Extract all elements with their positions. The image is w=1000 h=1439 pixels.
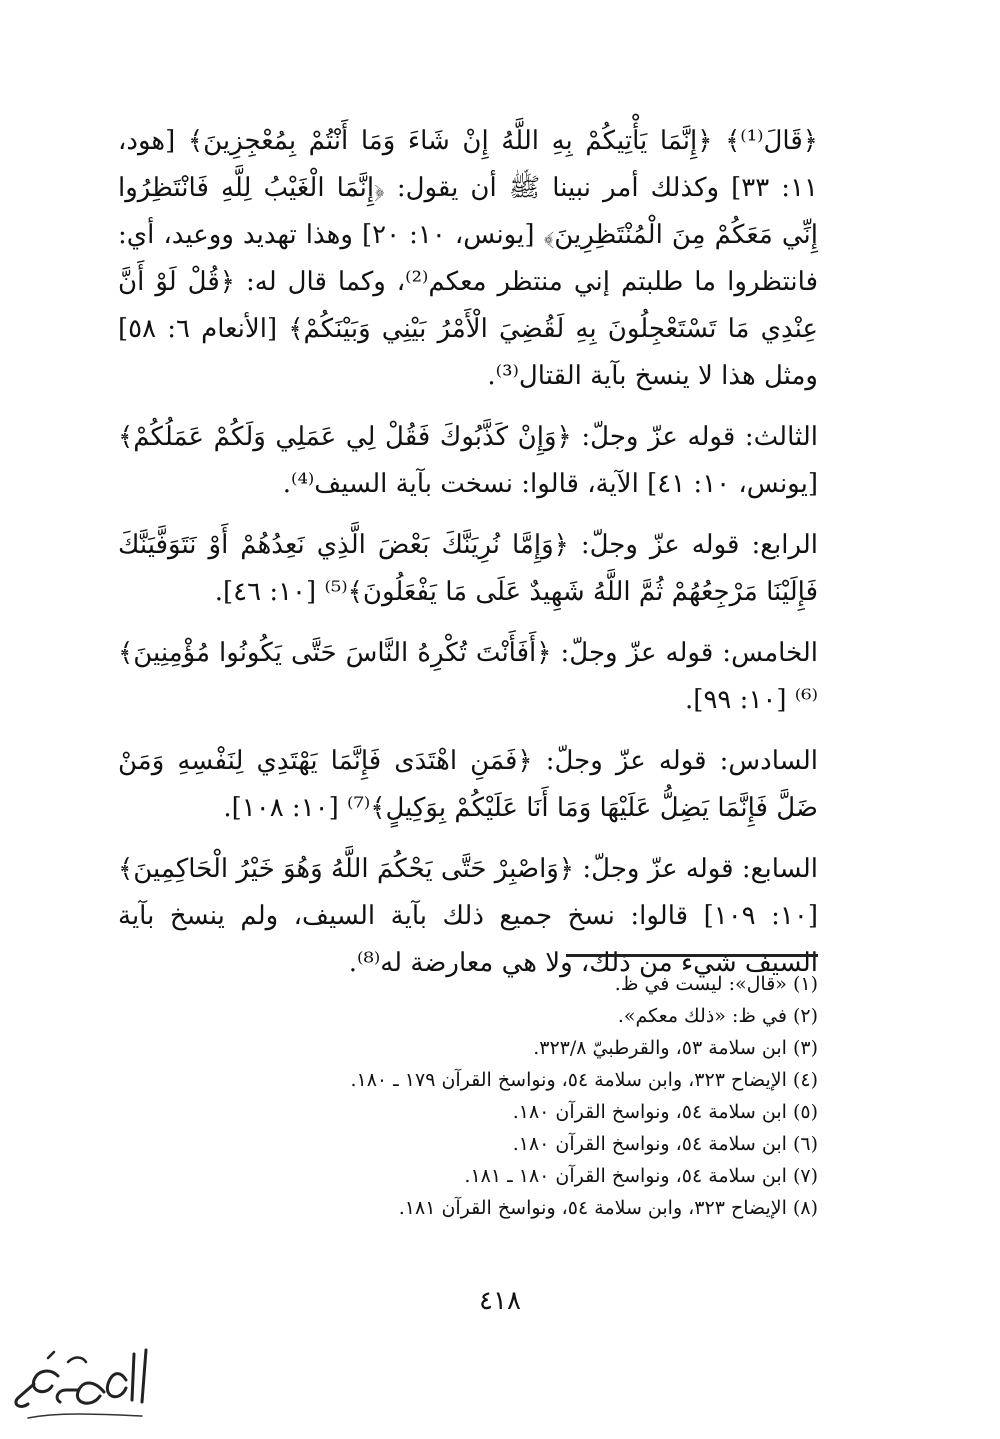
paragraph-fifth: الخامس: قوله عزّ وجلّ: ﴿أَفَأَنْتَ تُكْرِهُ النَّاسَ حَتَّى يَكُونُوا مُؤْمِنِينَ﴾⁽⁶⁾ [١٠: ٩٩]. — [118, 638, 818, 715]
footnote-5: (٥) ابن سلامة ٥٤، ونواسخ القرآن ١٨٠. — [512, 1101, 818, 1123]
footnote-6: (٦) ابن سلامة ٥٤، ونواسخ القرآن ١٨٠. — [512, 1133, 818, 1155]
paragraph-third: الثالث: قوله عزّ وجلّ: ﴿وَإِنْ كَذَّبُوكَ فَقُلْ لِي عَمَلِي وَلَكُمْ عَمَلُكُمْ﴾ [يونس، ١٠: ٤١] الآية، قالوا: نسخت بآية السيف⁽⁴⁾. — [118, 422, 818, 499]
footnote-8: (٨) الإيضاح ٣٢٣، وابن سلامة ٥٤، ونواسخ القرآن ١٨١. — [398, 1197, 818, 1219]
paragraph-seventh: السابع: قوله عزّ وجلّ: ﴿وَاصْبِرْ حَتَّى يَحْكُمَ اللَّهُ وَهُوَ خَيْرُ الْحَاكِمِينَ﴾ [١٠: ١٠٩] قالوا: نسخ جميع ذلك بآية السيف، ولم ينسخ بآية السيف شيء من ذلك، ولا هي معارضة له⁽⁸⁾. — [118, 854, 818, 978]
paragraph-intro: ﴿قَالَ⁽¹⁾﴾ ﴿إِنَّمَا يَأْتِيكُمْ بِهِ اللَّهُ إِنْ شَاءَ وَمَا أَنْتُمْ بِمُعْجِزِينَ﴾ [هود، ١١: ٣٣] وكذلك أمر نبينا ﷺ أن يقول: ﴿إِنَّمَا الْغَيْبُ لِلَّهِ فَانْتَظِرُوا إِنِّي مَعَكُمْ مِنَ الْمُنْتَظِرِينَ﴾ [يونس، ١٠: ٢٠] وهذا تهديد ووعيد، أي: فانتظروا ما طلبتم إني منتظر معكم⁽²⁾، وكما قال له: ﴿قُلْ لَوْ أَنَّ عِنْدِي مَا تَسْتَعْجِلُونَ بِهِ لَقُضِيَ الْأَمْرُ بَيْنِي وَبَيْنَكُمْ﴾ [الأنعام ٦: ٥٨] ومثل هذا لا ينسخ بآية القتال⁽³⁾. — [118, 126, 819, 391]
footnote-divider — [566, 954, 818, 957]
footnote-3: (٣) ابن سلامة ٥٣، والقرطبيّ ٣٢٣/٨. — [533, 1037, 818, 1059]
paragraph-fourth: الرابع: قوله عزّ وجلّ: ﴿وَإِمَّا نُرِيَنَّكَ بَعْضَ الَّذِي نَعِدُهُمْ أَوْ نَتَوَفَّيَنَّكَ فَإِلَيْنَا مَرْجِعُهُمْ ثُمَّ اللَّهُ شَهِيدٌ عَلَى مَا يَفْعَلُونَ﴾⁽⁵⁾ [١٠: ٤٦]. — [118, 530, 818, 607]
main-text — [118, 118, 818, 1001]
footnote-2: (٢) في ظ: «ذلك معكم». — [617, 1005, 818, 1027]
page-number: ٤١٨ — [479, 1286, 521, 1316]
footnotes — [118, 968, 818, 1224]
footnote-7: (٧) ابن سلامة ٥٤، ونواسخ القرآن ١٨٠ ـ ١٨١. — [464, 1165, 818, 1187]
footnote-1: (١) «قال»: ليست في ظ. — [614, 973, 818, 995]
footnote-4: (٤) الإيضاح ٣٢٣، وابن سلامة ٥٤، ونواسخ القرآن ١٧٩ ـ ١٨٠. — [350, 1069, 818, 1091]
paragraph-sixth: السادس: قوله عزّ وجلّ: ﴿فَمَنِ اهْتَدَى فَإِنَّمَا يَهْتَدِي لِنَفْسِهِ وَمَنْ ضَلَّ فَإِنَّمَا يَضِلُّ عَلَيْهَا وَمَا أَنَا عَلَيْكُمْ بِوَكِيلٍ﴾⁽⁷⁾ [١٠: ١٠٨]. — [118, 746, 818, 823]
signature-mark — [8, 1340, 156, 1430]
